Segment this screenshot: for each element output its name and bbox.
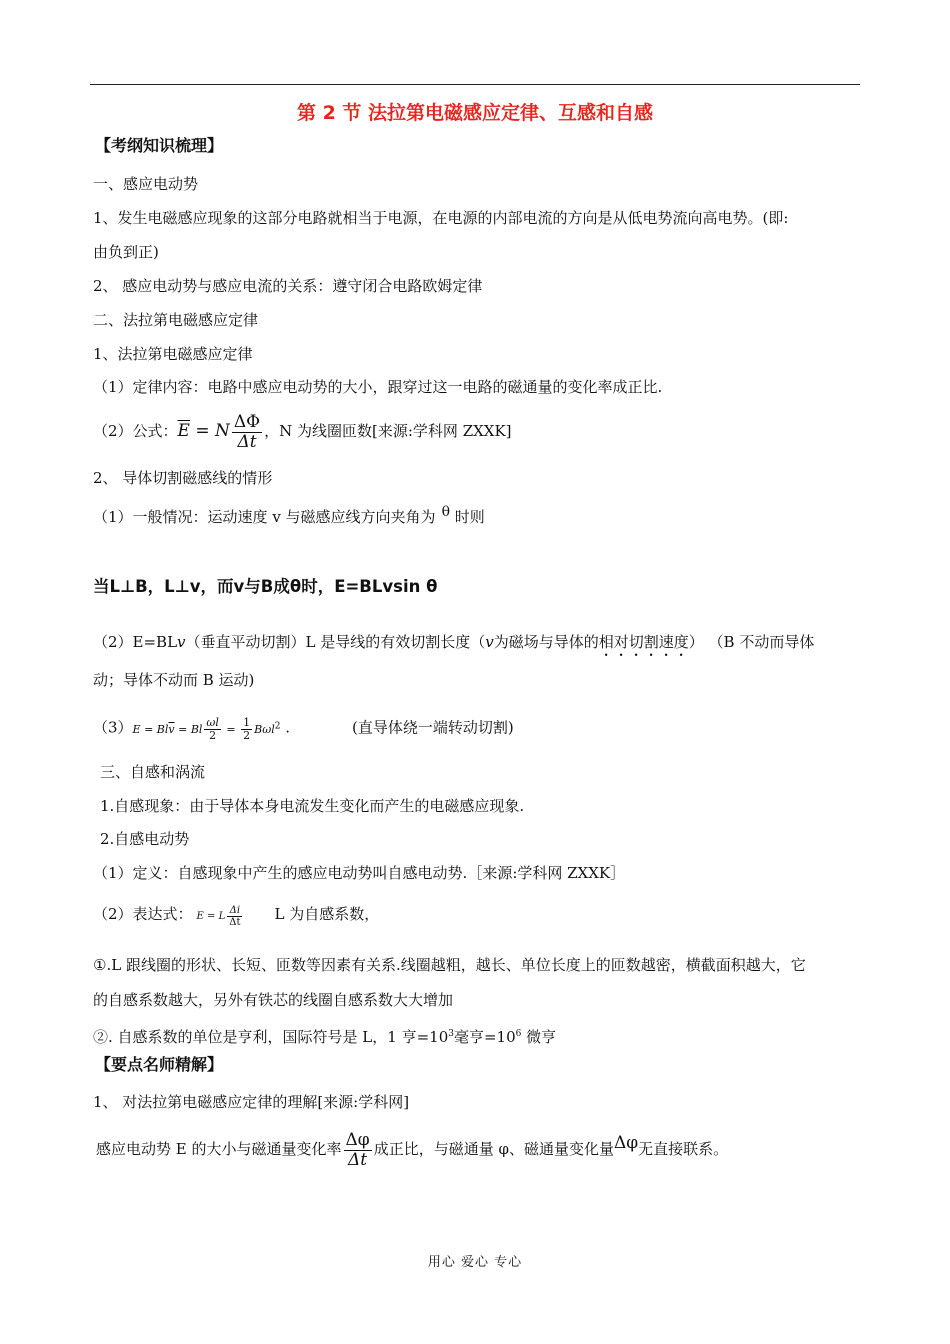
formula-fraction: $\frac{\Delta\Phi}{\Delta t}$ bbox=[233, 411, 261, 452]
top-rule bbox=[90, 84, 860, 85]
paragraph-faraday-formula bbox=[93, 408, 512, 454]
section-heading-key-points: 【要点名师精解】 bbox=[95, 1055, 224, 1074]
paragraph-emf-rate: 感应电动势 E 的大小与磁通量变化率 $\frac{\Delta\varphi}{\Delta t}$ 成正比，与磁通量 φ、磁通量变化量Δφ无直接联系。 bbox=[96, 1129, 729, 1170]
paragraph-translational-cut: （2）E=BLv（垂直平动切割）L 是导线的有效切割长度（v为磁场与导体的相对切割速度） （B 不动而导体 bbox=[93, 633, 815, 651]
emphasized-relative-velocity: 相对切割速度 bbox=[598, 633, 689, 651]
paragraph-translational-cut-cont: 动；导体不动而 B 运动) bbox=[93, 671, 255, 689]
paragraph-self-emf-definition: （1）定义：自感现象中产生的感应电动势叫自感电动势.［来源:学科网 ZXXK］ bbox=[93, 864, 626, 882]
paragraph-self-emf-expression: （2）表达式： E = L $\frac{\Delta i}{\Delta t}$ L 为自感系数， bbox=[93, 905, 380, 928]
page-footer: 用心 爱心 专心 bbox=[427, 1255, 523, 1270]
theta-symbol: θ bbox=[441, 504, 450, 520]
paragraph-inductance-factors: ①.L 跟线圈的形状、长短、匝数等因素有关系.线圈越粗，越长、单位长度上的匝数越密，横截面积越大，它 bbox=[93, 956, 806, 974]
paragraph-inductance-unit: ②. 自感系数的单位是亨利，国际符号是 L，1 亨$=10^3$毫亨$=10^6$ 微亨 bbox=[93, 1028, 557, 1046]
flux-change-symbol: Δφ bbox=[613, 1133, 639, 1153]
formula-label: （2）公式： bbox=[93, 422, 178, 440]
heading-self-induction: 三、自感和涡流 bbox=[100, 763, 206, 781]
paragraph-law-content: （1）定律内容：电路中感应电动势的大小，跟穿过这一电路的磁通量的变化率成正比. bbox=[93, 378, 663, 396]
formula-emf: $\overline{E} = N$ bbox=[177, 421, 230, 441]
paragraph-emf-current: 2、 感应电动势与感应电流的关系：遵守闭合电路欧姆定律 bbox=[93, 277, 483, 295]
formula-rotation: $E = Bl\overline{v} = Bl$ $\frac{\omega l}{2}$ = $\frac{1}{2}$ Bωl$^2$ bbox=[132, 716, 281, 743]
formula-note: ，N 为线圈匝数[来源:学科网 ZXXK] bbox=[264, 422, 512, 440]
subheading-self-emf: 2.自感电动势 bbox=[100, 830, 190, 848]
paragraph-perpendicular-case: 当L⊥B，L⊥v，而v与B成θ时，E=BLvsin θ bbox=[93, 577, 438, 596]
paragraph-emf-source: 1、发生电磁感应现象的这部分电路就相当于电源，在电源的内部电流的方向是从低电势流向高电势。(即: bbox=[93, 209, 789, 227]
paragraph-rotational-cut: $(3)E = Bl\overline{v} = Bl$ $\frac{\omega l}{2}$ = $\frac{1}{2}$ Bωl$^2$ . (直导体绕一端转动切割) bbox=[93, 716, 514, 743]
subheading-cutting: 2、 导体切割磁感线的情形 bbox=[93, 469, 273, 487]
section-heading-outline: 【考纲知识梳理】 bbox=[95, 136, 224, 155]
subheading-faraday-law: 1、法拉第电磁感应定律 bbox=[93, 345, 253, 363]
subheading-faraday-understanding: 1、 对法拉第电磁感应定律的理解[来源:学科网] bbox=[93, 1093, 410, 1111]
paragraph-self-induction: 1.自感现象：由于导体本身电流发生变化而产生的电磁感应现象. bbox=[100, 797, 525, 815]
paragraph-emf-source-cont: 由负到正) bbox=[93, 243, 159, 261]
heading-induced-emf: 一、感应电动势 bbox=[93, 175, 199, 193]
formula-flux-rate: $\frac{\Delta\varphi}{\Delta t}$ bbox=[345, 1129, 370, 1170]
page-title: 第 2 节 法拉第电磁感应定律、互感和自感 bbox=[296, 102, 654, 124]
formula-self-emf: E = L $\frac{\Delta i}{\Delta t}$ bbox=[196, 905, 241, 928]
paragraph-general-case: （1）一般情况：运动速度 v 与磁感应线方向夹角为 θ 时则 bbox=[93, 504, 485, 526]
paragraph-inductance-factors-cont: 的自感系数越大，另外有铁芯的线圈自感系数大大增加 bbox=[93, 991, 454, 1009]
heading-faraday-law: 二、法拉第电磁感应定律 bbox=[93, 311, 259, 329]
